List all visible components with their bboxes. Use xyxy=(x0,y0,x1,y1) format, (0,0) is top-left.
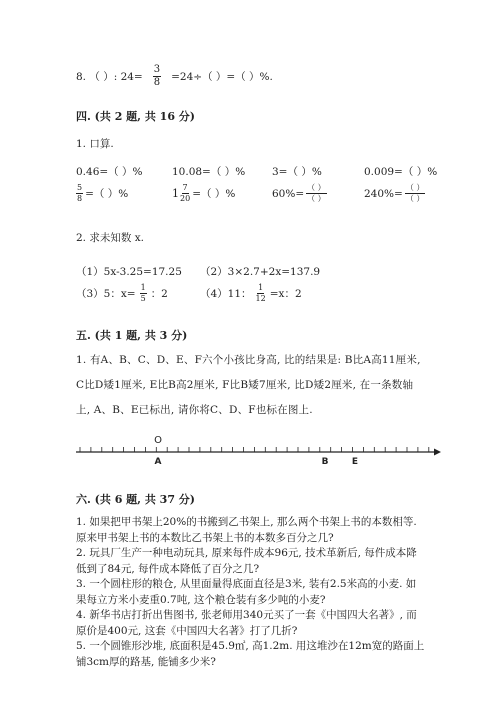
section-4-title: 四. (共 2 题, 共 16 分) xyxy=(76,110,196,123)
equation-3 xyxy=(76,283,168,303)
frac-den: （ ） xyxy=(405,194,425,203)
oral-calc-2c-prefix: 60%= xyxy=(272,187,305,200)
oral-calc-2c xyxy=(272,184,329,203)
section-4-q2-title: 2. 求未知数 x. xyxy=(76,232,144,244)
oral-calc-2b xyxy=(172,184,235,203)
frac-num: 1 xyxy=(140,282,146,292)
section-6-title: 六. (共 6 题, 共 37 分) xyxy=(76,493,196,506)
q8-frac-den: 8 xyxy=(153,76,161,88)
equation-4-fraction xyxy=(256,284,266,303)
number-line xyxy=(72,432,442,472)
equation-2: （2）3×2.7+2x=137.9 xyxy=(200,266,321,278)
frac-den: 20 xyxy=(180,194,191,203)
oral-calc-row-1 xyxy=(76,164,436,178)
oral-calc-2b-suffix: =（ ）% xyxy=(192,188,236,200)
equation-4-suffix: =x：2 xyxy=(269,287,302,300)
label-origin: O xyxy=(154,435,162,446)
frac-den: 5 xyxy=(140,293,146,303)
oral-calc-2a-fraction xyxy=(76,184,83,203)
number-line-ticks xyxy=(80,447,429,452)
frac-num: （ ） xyxy=(405,183,425,192)
equation-3-prefix: （3）5：x= xyxy=(76,287,136,300)
section-5-title: 五. (共 1 题, 共 3 分) xyxy=(76,329,188,342)
label-a: A xyxy=(154,457,162,467)
oral-calc-1d: 0.009=（ ）% xyxy=(364,166,438,178)
q8-suffix: =24÷（ ）=（ ）%. xyxy=(171,70,273,83)
frac-num: 5 xyxy=(77,183,83,192)
oral-calc-1b: 10.08=（ ）% xyxy=(172,166,246,178)
mixed-fraction xyxy=(180,184,190,203)
frac-num: （ ） xyxy=(307,183,326,192)
oral-calc-1a: 0.46=（ ）% xyxy=(76,166,143,178)
frac-den: （ ） xyxy=(307,194,326,203)
mixed-whole: 1 xyxy=(172,187,179,200)
equation-3-suffix: ：2 xyxy=(150,287,168,300)
q8-prefix: 8. （ ）: 24= xyxy=(76,70,143,83)
oral-calc-2a xyxy=(76,184,128,203)
oral-calc-2d xyxy=(364,184,427,203)
equation-4-prefix: （4）11： xyxy=(200,287,252,300)
oral-calc-row-2 xyxy=(76,182,446,206)
section-4-q1-title: 1. 口算. xyxy=(76,138,114,150)
q8-fraction xyxy=(153,65,161,88)
frac-num: 7 xyxy=(182,183,188,192)
question-8 xyxy=(76,64,273,88)
equation-4 xyxy=(200,283,302,303)
frac-den: 8 xyxy=(77,194,83,203)
oral-calc-2d-fraction xyxy=(405,184,426,203)
oral-calc-2a-suffix: =（ ）% xyxy=(85,188,129,200)
equation-1: （1）5x-3.25=17.25 xyxy=(76,266,182,278)
oral-calc-1c: 3=（ ）% xyxy=(272,166,322,178)
oral-calc-2b-mixed-number xyxy=(172,184,192,203)
oral-calc-2c-fraction xyxy=(306,184,327,203)
frac-den: 12 xyxy=(255,293,266,303)
oral-calc-2d-prefix: 240%= xyxy=(364,187,403,200)
arrow-right-icon xyxy=(434,449,441,456)
section-6-questions: 1. 如果把甲书架上20%的书搬到乙书架上, 那么两个书架上书的本数相等. 原来甲书架上书的本数比乙书架上书的本数多百分之几? 2. 玩具厂生产一种电动玩具, 原来每件成本96元, 技术革新后, 每件成本降低到了84元, 每件成本降低了百分之几? 3. 一个圆柱形的粮仓, 从里面量得底面直径是3米, 装有2.5米高的小麦. 如果每立方米小麦重0.7吨, 这个粮仓装有多少吨的小麦? 4. 新华书店打折出售图书, 张老师用340元买了一套《中国四大名著》, 而原价是400元, 这套《中国四大名著》打了几折? 5. 一个圆锥形沙堆, 底面积是45.9㎡, 高1.2m. 用这堆沙在12m宽的路面上铺3cm厚的路基, 能铺多少米? xyxy=(76,516,425,668)
section-5-question-text: 1. 有A、B、C、D、E、F六个小孩比身高, 比的结果是: B比A高11厘米, C比D矮1厘米, E比B高2厘米, F比B矮7厘米, 比D矮2厘米, 在一条数轴上, A、B、E已标出, 请你将C、D、F也标在图上. xyxy=(76,354,421,416)
label-b: B xyxy=(321,457,329,467)
frac-num: 1 xyxy=(258,282,264,292)
label-e: E xyxy=(351,457,359,467)
q8-frac-num: 3 xyxy=(153,63,161,75)
equation-3-fraction xyxy=(140,284,147,303)
